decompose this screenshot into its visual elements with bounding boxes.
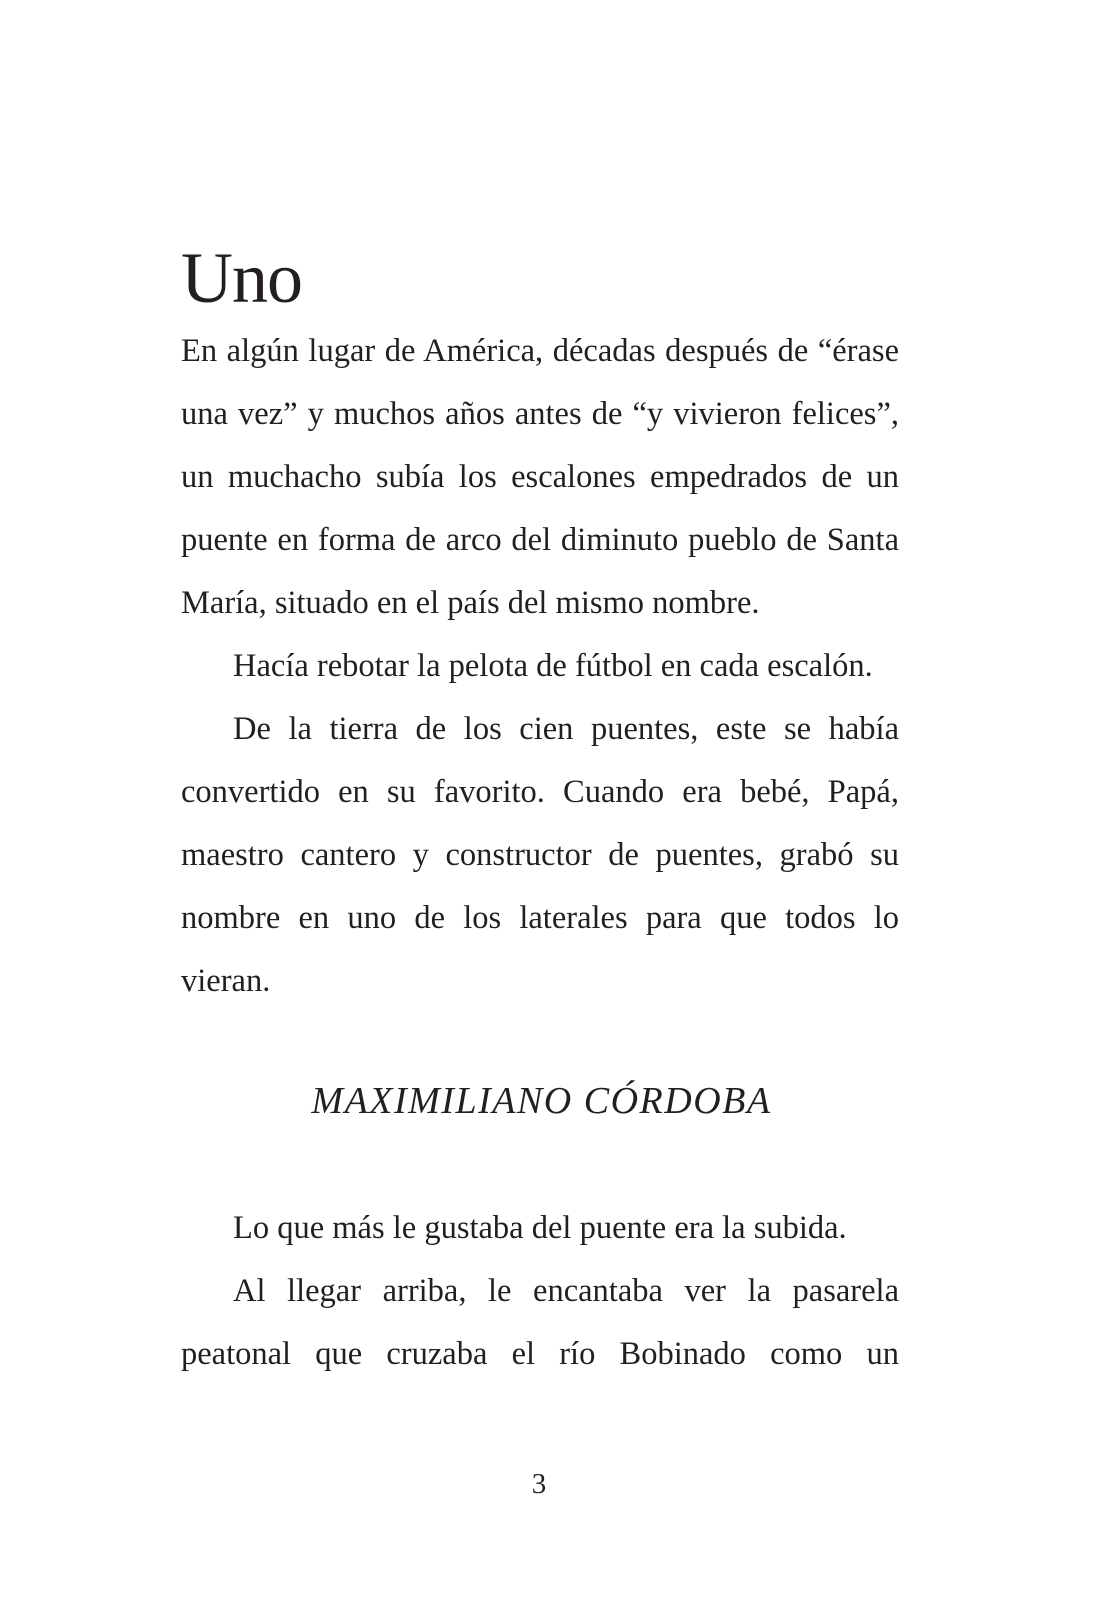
running-header-author: MAXIMILIANO CÓRDOBA: [311, 1080, 772, 1122]
page-number: 3: [531, 1468, 547, 1500]
paragraph: En algún lugar de América, décadas después de “érase una vez” y muchos años antes de “y vivieron felices”, un muchacho subía los escalones empedrados de un puente en forma de arco del diminuto pueblo de Santa María, situado en el país del mismo nombre.: [181, 333, 899, 621]
body-text-bottom: [181, 1197, 899, 1386]
paragraph: Hacía rebotar la pelota de fútbol en cada escalón.: [233, 648, 873, 684]
paragraph: Al llegar arriba, le encantaba ver la pasarela peatonal que cruzaba el río Bobinado como un: [181, 1273, 899, 1372]
body-text-top: [181, 320, 899, 1013]
paragraph: Lo que más le gustaba del puente era la subida.: [233, 1210, 847, 1246]
paragraph: De la tierra de los cien puentes, este se había convertido en su favorito. Cuando era bebé, Papá, maestro cantero y constructor de puentes, grabó su nombre en uno de los laterales para que todos lo vieran.: [181, 711, 899, 999]
chapter-title: Uno: [181, 238, 302, 318]
